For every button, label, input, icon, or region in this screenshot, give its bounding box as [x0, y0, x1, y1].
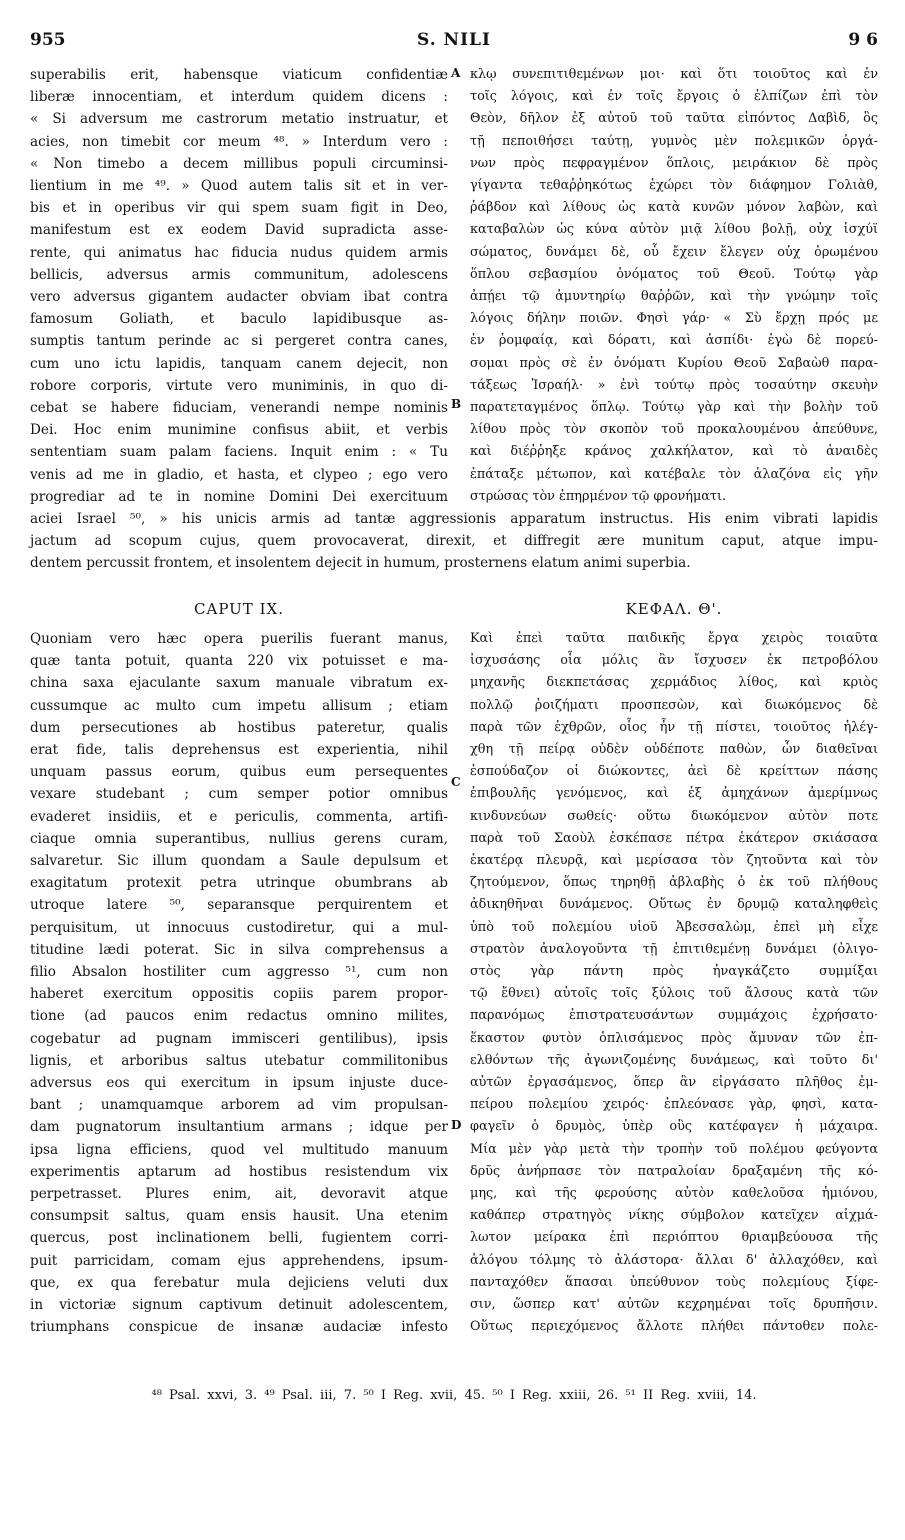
- text-line: dam pugnatorum insultantium armans ; idque per: [30, 1119, 448, 1136]
- text-line: superabilis erit, habensque viaticum confidentiæ: [30, 67, 448, 83]
- text-line: καὶ διέῤῥηξε κράνος χαλκήλατον, καὶ τὸ ἀναιδὲς: [470, 444, 878, 460]
- text-line: Καὶ ἐπεὶ ταῦτα παιδικῆς ἔργα χειρὸς τοιαῦτα: [470, 631, 878, 646]
- text-line: πείρου πολεμίου χειρός· ἐπλεόνασε γὰρ, φησὶ, κατα-: [470, 1097, 878, 1113]
- text-line: « Si adversum me castrorum metatio instruatur, et: [30, 111, 448, 128]
- text-line: τοῖς λόγοις, καὶ ἐν τοῖς ἔργοις ὁ ἐλπίζων ἐπὶ τὸν: [470, 89, 878, 105]
- text-line: vero adversus gigantem audacter obviam ibat contra: [30, 289, 448, 306]
- text-line: ἐσπούδαζον οἱ διώκοντες, ἀεὶ δὲ κρείττων πάσης: [470, 764, 878, 780]
- margin-mark-b: B: [451, 397, 462, 411]
- text-line: Θεὸν, δῆλον ἐξ αὐτοῦ τοῦ ταῦτα εἰπόντος Δαβὶδ, ὃς: [470, 111, 878, 127]
- text-line: lientium in me ⁴⁹. » Quod autem talis sit et in ver-: [30, 178, 448, 195]
- page-number-right: 9 6: [848, 30, 878, 50]
- text-line: sumptis tantum perinde ac si pergeret contra canes,: [30, 333, 448, 350]
- text-line: γίγαντα τεθαῤῥηκότως ἐχώρει τὸν διάφημον Γολιὰθ,: [470, 178, 878, 194]
- text-line: quæ tanta potuit, quanta 220 vix potuisset e ma-: [30, 653, 448, 670]
- text-line: ελθόντων τῆς ἀγωνιζομένης δυνάμεως, καὶ τοῦτο δι': [470, 1052, 878, 1068]
- text-line: bant ; unamquamque arborem ad vim propulsan-: [30, 1097, 448, 1114]
- text-line: τῇ πεποιθήσει ταύτῃ, γυμνὸς μὲν πολεμικῶν ὀργά-: [470, 133, 878, 149]
- latin-column-bottom: [30, 628, 448, 1339]
- text-line: lignis, et arboribus saltus utebatur commilitonibus: [30, 1052, 448, 1069]
- text-line: dum persecutiones ab hostibus pateretur, qualis: [30, 719, 448, 736]
- text-line: cebat se habere fiduciam, venerandi nempe nominis: [30, 400, 448, 417]
- text-line: ὅπλου σεβασμίου ὀνόματος τοῦ Θεοῦ. Τούτῳ γὰρ: [470, 266, 878, 282]
- footnotes: ⁴⁸ Psal. xxvi, 3. ⁴⁹ Psal. iii, 7. ⁵⁰ I Reg. xvii, 45. ⁵⁰ I Reg. xxiii, 26. ⁵¹ II Reg. xviii, 14.: [151, 1388, 757, 1403]
- text-line: perpetrasset. Plures enim, ait, devoravit atque: [30, 1186, 448, 1203]
- text-line: bellicis, adversus armis communitum, adolescens: [30, 266, 448, 283]
- text-line: cogebatur ad pugnam immisceri gentilibus), ipsis: [30, 1030, 448, 1047]
- text-line: tione (ad paucos enim redactus omnino milites,: [30, 1008, 448, 1025]
- greek-column-top: [470, 64, 878, 508]
- text-line: in victoriæ signum captivum detinuit adolescentem,: [30, 1297, 448, 1314]
- text-line: ἀδικηθῆναι δυνάμενος. Οὕτως ἐν δρυμῷ καταληφθεὶς: [470, 897, 878, 913]
- running-header: [30, 30, 878, 56]
- text-line: Οὕτως περιεχόμενος ἄλλοτε πλήθει πάντοθεν πολε-: [470, 1319, 878, 1335]
- text-line: πανταχόθεν ἅπασαι ὑπεύθυνον τοὺς πολεμίους ξίφε-: [470, 1274, 878, 1290]
- text-line: τῷ ἔθνει) αὐτοῖς τοῖς ξύλοις τοῦ ἄλσους κατὰ τῶν: [470, 986, 878, 1002]
- text-line: στρώσας τὸν ἐπηρμένον τῷ φρονήματι.: [470, 488, 727, 504]
- text-line: rente, qui animatus hac fiducia nudus quidem armis: [30, 244, 448, 261]
- text-line: μηχανῆς διεκπετάσας χερμάδιος λίθος, καὶ κριὸς: [470, 675, 878, 691]
- text-line: σομαι πρὸς σὲ ἐν ὀνόματι Κυρίου Θεοῦ Σαβαὼθ παρα-: [470, 355, 878, 371]
- text-line: ἐν ῥομφαίᾳ, καὶ δόρατι, καὶ ἀσπίδι· ἐγὼ δὲ πορεύ-: [470, 333, 878, 349]
- text-line: στρατὸν ἀναλογοῦντα τῇ ἐπιτιθεμένῃ δυνάμει (ὀλιγο-: [470, 941, 878, 957]
- text-line: ἀλόγου τόλμης τὸ ἀλάστορα· ἄλλαι δ' ἀλλαχόθεν, καὶ: [470, 1252, 878, 1268]
- text-line: πολλῷ ῥοιζήματι προσπεσὼν, καὶ διωκόμενος δὲ: [470, 697, 878, 713]
- text-line: ἑκατέρᾳ πλευρᾷ, καὶ μερίσασα τὸν ζητοῦντα καὶ τὸν: [470, 853, 878, 869]
- text-line: ῥάβδον καὶ λίθους ὡς κατὰ κυνῶν μόνον λαβὼν, καὶ: [470, 200, 878, 216]
- text-line: Μία μὲν γὰρ μετὰ τὴν τροπὴν τοῦ πολέμου φεύγοντα: [470, 1141, 878, 1157]
- text-line: δρῦς ἀνήρπασε τὸν πατραλοίαν δραξαμένη τῆς κό-: [470, 1163, 878, 1179]
- greek-chapter-heading: ΚΕΦΑΛ. Θ'.: [625, 600, 723, 618]
- text-line: bis et in operibus vir qui spem suam figit in Deo,: [30, 200, 448, 217]
- text-line: venis ad me in gladio, et hasta, et clypeo ; ego vero: [30, 466, 448, 483]
- text-line: evaderet insidiis, et e periculis, commenta, artifi-: [30, 808, 448, 825]
- text-line: παρατεταγμένος ὅπλῳ. Τούτῳ γὰρ καὶ τὴν βολὴν τοῦ: [470, 400, 878, 416]
- text-line: exagitatum protexit petra utrinque obumbrans ab: [30, 875, 448, 892]
- text-line: λίθου πρὸς τὸν σκοπὸν τοῦ προκαλουμένου ἀπεύθυνε,: [470, 422, 878, 438]
- text-line: aciei Israel ⁵⁰, » his unicis armis ad tantæ aggressionis apparatum instructus. His enim vibrati lapidis: [30, 511, 878, 527]
- text-line: quercus, post inclinationem belli, fugientem corri-: [30, 1230, 448, 1247]
- text-line: ἕκαστον φυτὸν ὁπλισάμενος πρὸς ἄμυναν τῶν ἐπ-: [470, 1030, 878, 1046]
- text-line: ἐπιβουλῆς γενόμενος, καὶ ἐξ ἀμηχάνων ἀμερίμνως: [470, 786, 878, 802]
- text-line: Dei. Hoc enim munimine confisus abiit, et verbis: [30, 422, 448, 439]
- text-line: triumphans conspicue de insanæ audaciæ infesto: [30, 1319, 448, 1336]
- text-line: λωτον μείρακα ἐπὶ περιόπτου θριαμβεύουσα τῆς: [470, 1230, 878, 1246]
- text-line: ὑπὸ τοῦ πολεμίου υἱοῦ Ἀβεσσαλὼμ, ἐπεὶ μὴ εἶχε: [470, 919, 878, 935]
- text-line: que, ex qua ferebatur mula dejiciens veluti dux: [30, 1274, 448, 1291]
- running-title: S. NILI: [417, 30, 491, 50]
- latin-continuation: [30, 508, 878, 575]
- text-line: παρανόμως ἐπιστρατευσάντων συμμάχοις ἐχρήσατο·: [470, 1008, 878, 1024]
- greek-column-bottom: [470, 628, 878, 1339]
- margin-mark-a: A: [451, 66, 461, 80]
- text-line: « Non timebo a decem millibus populi circuminsi-: [30, 155, 448, 172]
- text-line: τάξεως Ἰσραήλ· » ἐνὶ τούτῳ πρὸς τοσαύτην σκευὴν: [470, 377, 878, 393]
- text-line: cussumque ac multo cum impetu allisum ; etiam: [30, 697, 448, 714]
- text-line: παρὰ τῶν ἐχθρῶν, οἷος ἦν τῇ πίστει, τοιοῦτος ἠλέγ-: [470, 719, 878, 735]
- text-line: μης, καὶ τῆς φερούσης αὐτὸν καθελοῦσα ἡμιόνου,: [470, 1186, 878, 1202]
- text-line: liberæ innocentiam, et interdum quidem dicens :: [30, 89, 448, 106]
- text-line: famosum Goliath, et baculo lapidibusque as-: [30, 311, 448, 328]
- text-line: ἐπάταξε μέτωπον, καὶ κατέβαλε τὸν ἀλαζόνα εἰς γῆν: [470, 466, 878, 482]
- text-line: dentem percussit frontem, et insolentem dejecit in humum, prosternens elatum animi superbia.: [30, 555, 691, 572]
- text-line: κλῳ συνεπιτιθεμένων μοι· καὶ ὅτι τοιοῦτος καὶ ἐν: [470, 67, 878, 82]
- text-line: erat fide, talis deprehensus est experientia, nihil: [30, 742, 448, 759]
- text-line: progrediar ad te in nomine Domini Dei exercituum: [30, 488, 448, 505]
- latin-column-top: [30, 64, 448, 508]
- text-line: puit parricidam, comam ejus apprehendens, ipsum-: [30, 1252, 448, 1269]
- text-line: ciaque omnia superantibus, nullius gerens curam,: [30, 830, 448, 847]
- text-line: perquisitum, ut innocuus custodiretur, qui a mul-: [30, 919, 448, 936]
- text-line: σιν, ὥσπερ κατ' αὐτῶν κεχρημέναι τοῖς δρυπῆσιν.: [470, 1297, 878, 1313]
- text-line: filio Absalon hostiliter cum aggresso ⁵¹, cum non: [30, 964, 448, 981]
- text-line: experimentis aptarum ad hostibus resistendum vix: [30, 1163, 448, 1180]
- text-line: χθη τῇ πείρᾳ οὐδὲν οὐδέποτε παθὼν, ὧν διαθεῖναι: [470, 742, 878, 758]
- latin-chapter-heading: CAPUT IX.: [194, 600, 284, 618]
- text-line: Quoniam vero hæc opera puerilis fuerant manus,: [30, 631, 448, 647]
- text-line: καταβαλὼν ὡς κύνα αὐτὸν μιᾷ λίθου βολῇ, οὐχ ἰσχύϊ: [470, 222, 878, 238]
- text-line: στὸς γὰρ πάντη πρὸς ἠναγκάζετο συμμίξαι: [470, 964, 878, 980]
- text-line: china saxa ejaculante saxum manuale vibratum ex-: [30, 675, 448, 692]
- margin-mark-d: D: [451, 1118, 462, 1132]
- text-line: λόγοις δήλην ποιῶν. Φησὶ γάρ· « Σὺ ἔρχῃ πρός με: [470, 311, 878, 327]
- text-line: καθάπερ στρατηγὸς νίκης σύμβολον κατεῖχεν αἰχμά-: [470, 1208, 878, 1224]
- text-line: παρὰ τοῦ Σαοὺλ ἐσκέπασε πέτρα ἑκάτερον σκιάσασα: [470, 830, 878, 846]
- text-line: ζητούμενον, ὅπως τηρηθῇ ἀβλαβὴς ὁ ἐκ τοῦ πλήθους: [470, 875, 878, 891]
- text-line: νων πρὸς πεφραγμένον ὅπλοις, μειράκιον δὲ πρὸς: [470, 155, 878, 171]
- text-line: haberet exercitum oppositis copiis parem propor-: [30, 986, 448, 1003]
- text-line: unquam passus eorum, quibus eum persequentes: [30, 764, 448, 781]
- text-line: vexare studebant ; cum semper potior omnibus: [30, 786, 448, 803]
- text-line: utroque latere ⁵⁰, separansque perquirentem et: [30, 897, 448, 914]
- text-line: salvaretur. Sic illum quondam a Saule depulsum et: [30, 853, 448, 870]
- text-line: adversus eos qui exercitum in ipsum injuste duce-: [30, 1075, 448, 1092]
- text-line: σώματος, δυνάμει δὲ, οὗ ἔχειν ἔλεγεν οὐχ ὁρωμένου: [470, 244, 878, 260]
- text-line: αὐτῶν ἐργασάμενος, ὅπερ ἂν εἰργάσατο πλῆθος ἐμ-: [470, 1075, 878, 1091]
- text-line: ἰσχυσάσης οἷα μόλις ἂν ἴσχυσεν ἐκ πετροβόλου: [470, 653, 878, 669]
- page-number-left: 955: [30, 30, 66, 50]
- text-line: acies, non timebit cor meum ⁴⁸. » Interdum vero :: [30, 133, 448, 150]
- text-line: ἀπῄει τῷ ἀμυντηρίῳ θαῤῥῶν, καὶ τὴν γνώμην τοῖς: [470, 289, 878, 305]
- text-line: sententiam suam palam faciens. Inquit enim : « Tu: [30, 444, 448, 461]
- text-line: φαγεῖν ὁ δρυμὸς, ὑπὲρ οὓς κατέφαγεν ἡ μάχαιρα.: [470, 1119, 878, 1135]
- text-line: cum uno ictu lapidis, tanquam canem dejecit, non: [30, 355, 448, 372]
- text-line: κινδυνεύων σωθείς· οὕτω διωκόμενον αὐτὸν ποτε: [470, 808, 878, 824]
- margin-mark-c: C: [451, 775, 461, 789]
- text-line: ipsa ligna efficiens, quod vel multitudo manuum: [30, 1141, 448, 1158]
- text-line: titudine lædi poterat. Sic in silva comprehensus a: [30, 941, 448, 958]
- text-line: robore corporis, virtute vero muniminis, in quo di-: [30, 377, 448, 394]
- text-line: manifestum est ex eodem David supradicta asse-: [30, 222, 448, 239]
- text-line: consumpsit saltus, quam ensis hausit. Una etenim: [30, 1208, 448, 1225]
- text-line: jactum ad scopum cujus, quem provocaverat, direxit, et diffregit ære munitum caput, atque impu-: [30, 533, 878, 550]
